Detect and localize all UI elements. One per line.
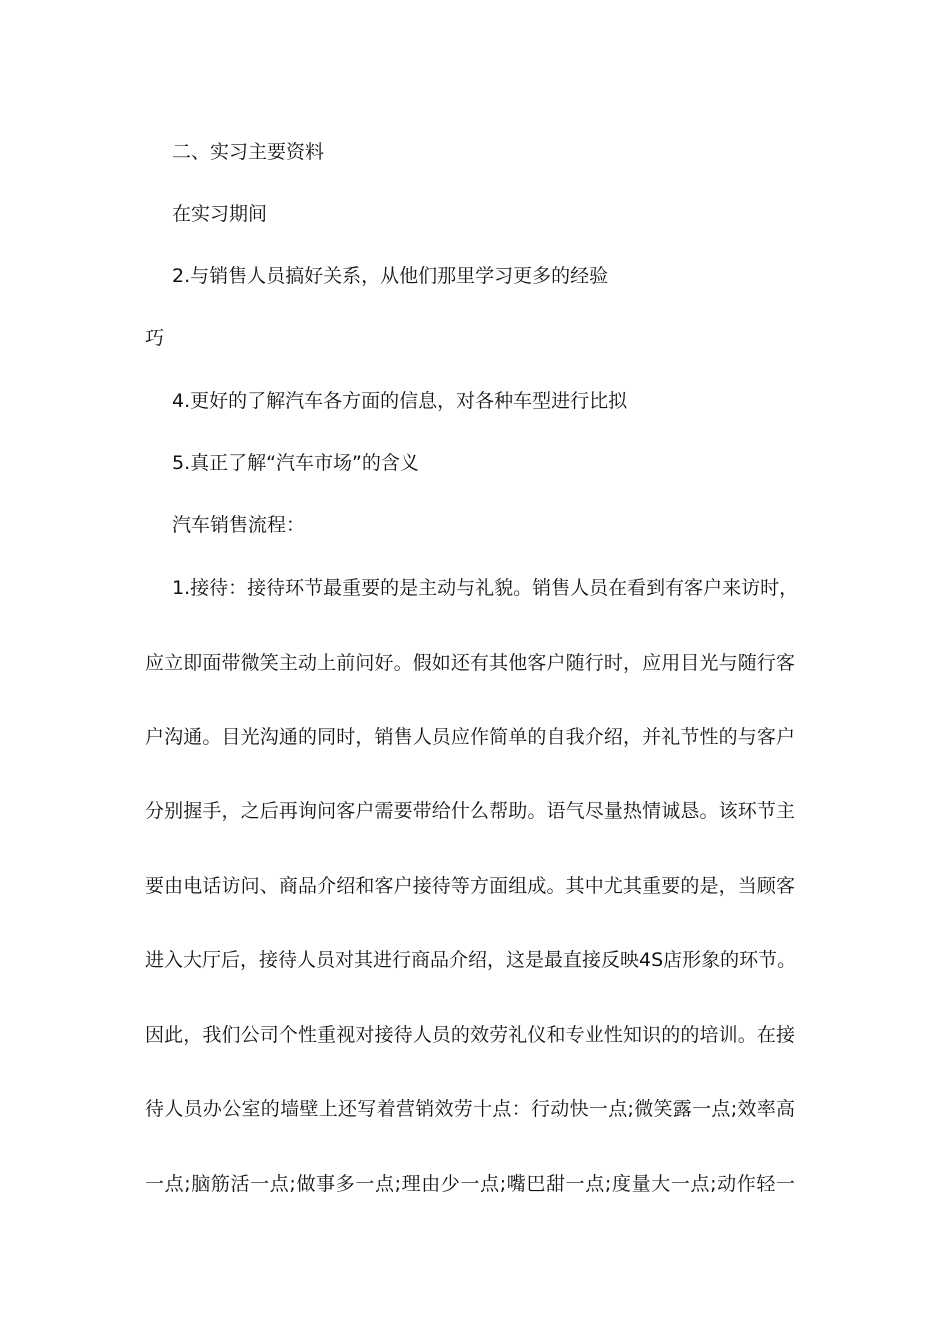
paragraph-line: 因此，我们公司个性重视对接待人员的效劳礼仪和专业性知识的的培训。在接	[145, 1024, 795, 1046]
list-item: 2.与销售人员搞好关系，从他们那里学习更多的经验	[172, 265, 609, 287]
paragraph-line: 1.接待：接待环节最重要的是主动与礼貌。销售人员在看到有客户来访时，	[172, 577, 799, 599]
paragraph-line: 户沟通。目光沟通的同时，销售人员应作简单的自我介绍，并礼节性的与客户	[145, 726, 795, 748]
list-item: 5.真正了解“汽车市场”的含义	[172, 452, 419, 474]
list-item: 4.更好的了解汽车各方面的信息，对各种车型进行比拟	[172, 390, 628, 412]
paragraph-line: 在实习期间	[172, 203, 268, 225]
paragraph-line: 应立即面带微笑主动上前问好。假如还有其他客户随行时，应用目光与随行客	[145, 652, 795, 674]
paragraph-line: 一点;脑筋活一点;做事多一点;理由少一点;嘴巴甜一点;度量大一点;动作轻一	[145, 1173, 795, 1195]
section-heading: 二、实习主要资料	[172, 141, 325, 163]
paragraph-line: 巧	[145, 327, 165, 349]
paragraph-line: 待人员办公室的墙壁上还写着营销效劳十点：行动快一点;微笑露一点;效率高	[145, 1098, 795, 1120]
paragraph-line: 分别握手，之后再询问客户需要带给什么帮助。语气尽量热情诚恳。该环节主	[145, 800, 795, 822]
paragraph-line: 进入大厅后，接待人员对其进行商品介绍，这是最直接反映4S店形象的环节。	[145, 949, 797, 971]
paragraph-line: 要由电话访问、商品介绍和客户接待等方面组成。其中尤其重要的是，当顾客	[145, 875, 795, 897]
subheading: 汽车销售流程：	[172, 514, 306, 536]
